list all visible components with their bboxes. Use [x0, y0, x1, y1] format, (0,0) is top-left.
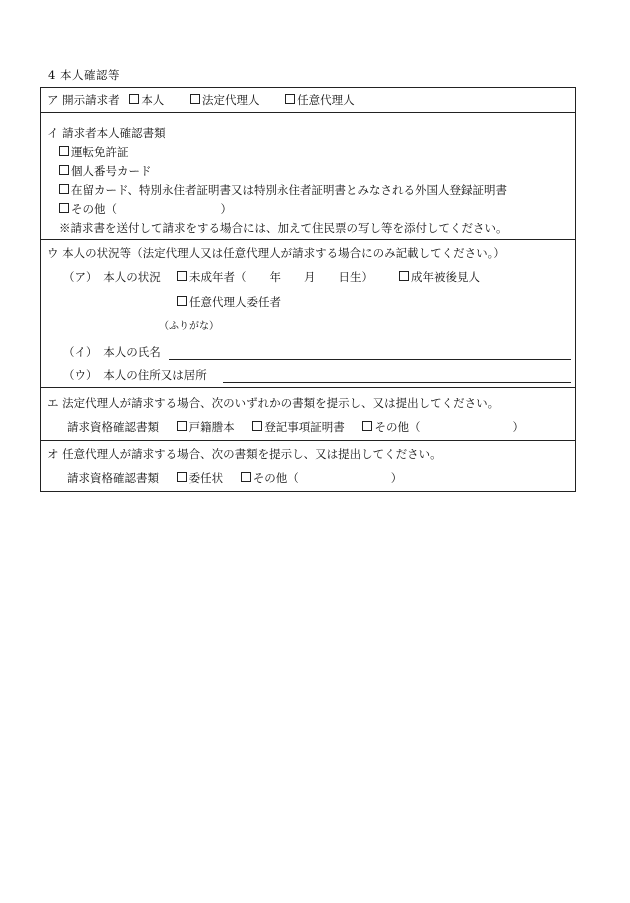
section-voluntary-agent-docs [41, 441, 575, 491]
status-label: （ア） 本人の状況 [63, 270, 161, 284]
page-title: 4 本人確認等 [48, 68, 120, 82]
checkbox-icon [129, 94, 139, 104]
checkbox-family-register[interactable]: 戸籍謄本 [177, 420, 235, 434]
checkbox-icon [59, 165, 69, 175]
checkbox-icon [252, 421, 262, 431]
voluntary-docs-label: 請求資格確認書類 [67, 471, 159, 485]
checkbox-icon [177, 271, 187, 281]
checkbox-legal-agent[interactable]: 法定代理人 [190, 93, 260, 107]
checkbox-icon [362, 421, 372, 431]
principal-status-label: ウ 本人の状況等（法定代理人又は任意代理人が請求する場合にのみ記載してください。） [47, 246, 505, 260]
section-legal-agent-docs [41, 388, 575, 441]
checkbox-icon [177, 296, 187, 306]
checkbox-other-legal[interactable]: その他（ ） [362, 420, 524, 434]
checkbox-icon [59, 184, 69, 194]
checkbox-icon [59, 146, 69, 156]
checkbox-residence-card[interactable]: 在留カード、特別永住者証明書又は特別永住者証明書とみなされる外国人登録証明書 [59, 183, 507, 197]
checkbox-drivers-license[interactable]: 運転免許証 [59, 145, 129, 159]
address-input-line[interactable] [223, 382, 571, 383]
checkbox-minor[interactable]: 未成年者（ 年 月 日生） [177, 270, 373, 284]
voluntary-agent-docs-label: オ 任意代理人が請求する場合、次の書類を提示し、又は提出してください。 [47, 447, 442, 461]
checkbox-icon [177, 472, 187, 482]
checkbox-power-of-attorney[interactable]: 委任状 [177, 471, 224, 485]
checkbox-icon [241, 472, 251, 482]
checkbox-icon [59, 203, 69, 213]
checkbox-adult-ward[interactable]: 成年被後見人 [399, 270, 480, 284]
name-label: （イ） 本人の氏名 [63, 345, 161, 359]
checkbox-principal[interactable]: 本人 [129, 93, 164, 107]
checkbox-my-number-card[interactable]: 個人番号カード [59, 164, 152, 178]
checkbox-voluntary-agent[interactable]: 任意代理人 [285, 93, 355, 107]
checkbox-voluntary-principal[interactable]: 任意代理人委任者 [177, 295, 281, 309]
checkbox-icon [285, 94, 295, 104]
furigana-label: （ふりがな） [159, 321, 219, 332]
checkbox-other-voluntary[interactable]: その他（ ） [241, 471, 403, 485]
checkbox-other-id[interactable]: その他（ ） [59, 202, 232, 216]
checkbox-icon [177, 421, 187, 431]
checkbox-registry-certificate[interactable]: 登記事項証明書 [252, 420, 345, 434]
checkbox-icon [399, 271, 409, 281]
legal-agent-docs-label: エ 法定代理人が請求する場合、次のいずれかの書類を提示し、又は提出してください。 [47, 396, 500, 410]
legal-docs-label: 請求資格確認書類 [67, 420, 159, 434]
section-principal-status [41, 240, 575, 388]
id-documents-note: ※請求書を送付して請求をする場合には、加えて住民票の写し等を添付してください。 [59, 221, 508, 235]
section-id-documents [41, 113, 575, 240]
address-label: （ウ） 本人の住所又は居所 [63, 368, 207, 382]
name-input-line[interactable] [169, 359, 571, 360]
requester-label: ア 開示請求者 [47, 93, 120, 107]
checkbox-icon [190, 94, 200, 104]
section-requester [41, 88, 575, 113]
identity-confirmation-form [40, 87, 576, 492]
id-documents-label: イ 請求者本人確認書類 [47, 126, 166, 140]
